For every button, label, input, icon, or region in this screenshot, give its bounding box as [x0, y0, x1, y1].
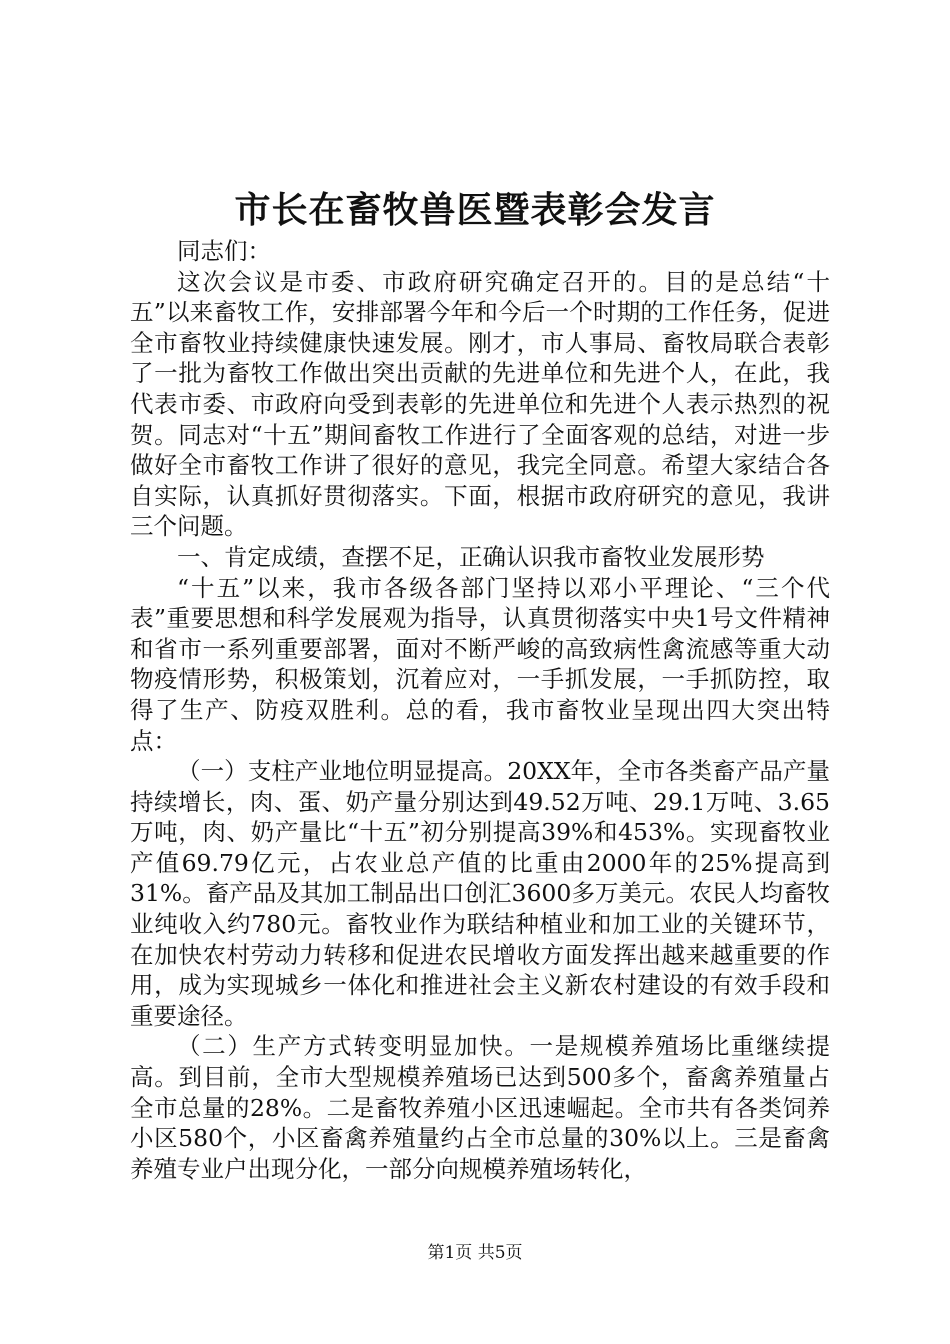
intro-paragraph: 这次会议是市委、市政府研究确定召开的。目的是总结“十五”以来畜牧工作，安排部署今年和今后一个时期的工作任务，促进全市畜牧业持续健康快速发展。刚才，市人事局、畜牧局联合表彰了一批为畜牧工作做出突出贡献的先进单位和先进个人，在此，我代表市委、市政府向受到表彰的先进单位和先进个人表示热烈的祝贺。同志对“十五”期间畜牧工作进行了全面客观的总结，对进一步做好全市畜牧工作讲了很好的意见，我完全同意。希望大家结合各自实际，认真抓好贯彻落实。下面，根据市政府研究的意见，我讲三个问题。 — [130, 267, 830, 541]
page-footer: 第1页 共5页 — [427, 1243, 523, 1263]
document-title: 市长在畜牧兽医暨表彰会发言 — [234, 189, 716, 231]
body-paragraph: （二）生产方式转变明显加快。一是规模养殖场比重继续提高。到目前，全市大型规模养殖场已达到500多个，畜禽养殖量占全市总量的28%。二是畜牧养殖小区迅速崛起。全市共有各类饲养小区580个，小区畜禽养殖量约占全市总量的30%以上。三是畜禽养殖专业户出现分化，一部分向规模养殖场转化， — [130, 1032, 830, 1183]
body-paragraph: （一）支柱产业地位明显提高。20XX年，全市各类畜产品产量持续增长，肉、蛋、奶产量分别达到49.52万吨、29.1万吨、3.65万吨，肉、奶产量比“十五”初分别提高39%和453%。实现畜牧业产值69.79亿元，占农业总产值的比重由2000年的25%提高到31%。畜产品及其加工制品出口创汇3600多万美元。农民人均畜牧业纯收入约780元。畜牧业作为联结种植业和加工业的关键环节，在加快农村劳动力转移和促进农民增收方面发挥出越来越重要的作用，成为实现城乡一体化和推进社会主义新农村建设的有效手段和重要途径。 — [130, 757, 830, 1030]
body-paragraph: “十五”以来，我市各级各部门坚持以邓小平理论、“三个代表”重要思想和科学发展观为指导，认真贯彻落实中央1号文件精神和省市一系列重要部署，面对不断严峻的高致病性禽流感等重大动物疫情形势，积极策划，沉着应对，一手抓发展，一手抓防控，取得了生产、防疫双胜利。总的看，我市畜牧业呈现出四大突出特点： — [130, 573, 830, 755]
salutation-paragraph: 同志们： — [177, 237, 271, 265]
section-heading: 一、肯定成绩，查摆不足，正确认识我市畜牧业发展形势 — [177, 542, 765, 571]
document-body — [130, 236, 830, 1184]
